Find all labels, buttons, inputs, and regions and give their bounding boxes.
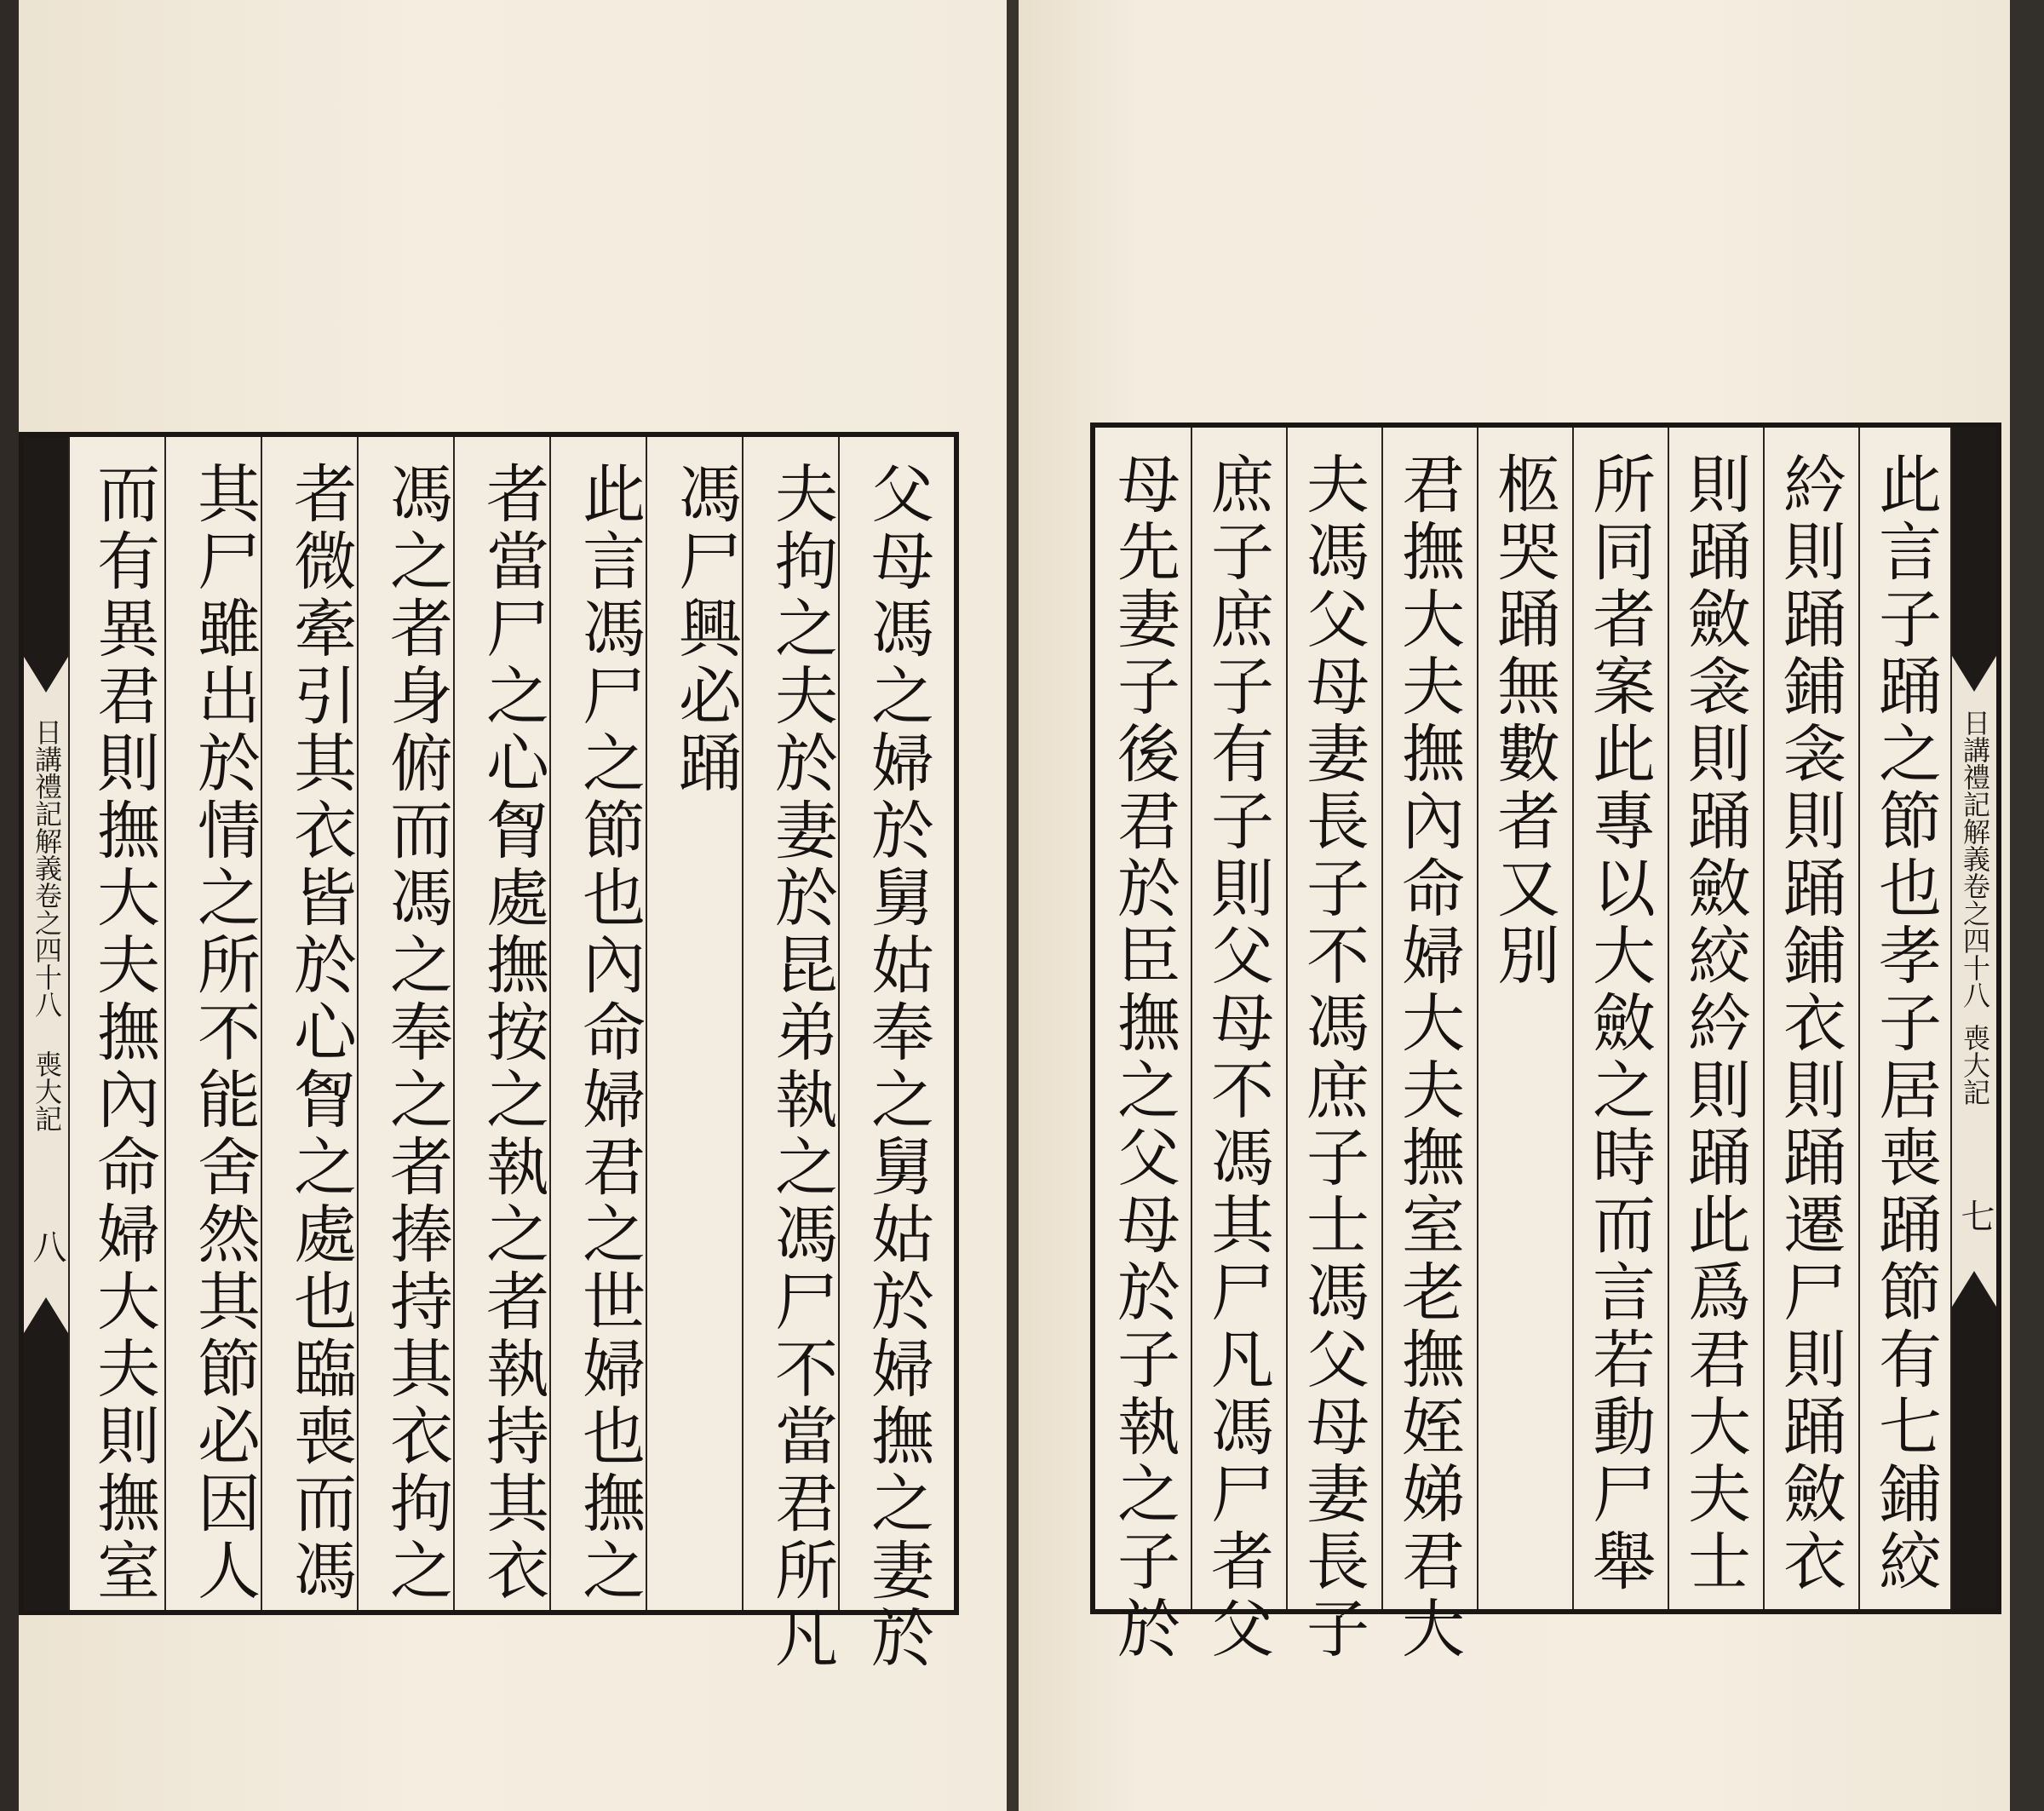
column-rule <box>1191 428 1192 1609</box>
left-text-frame <box>19 432 959 1672</box>
book-gutter <box>1007 0 1019 1811</box>
column-rule <box>1286 428 1288 1609</box>
fish-tail-icon <box>24 1289 68 1340</box>
text-column: 而有異君則撫大夫撫內命婦大夫則撫室 <box>87 461 160 1605</box>
book-edge-right <box>2010 0 2044 1811</box>
fish-tail-icon <box>1952 1262 1996 1314</box>
text-column: 此言子踊之節也孝子居喪踊節有七鋪絞 <box>1869 451 1942 1595</box>
banner-chapter: 喪大記 <box>1959 1024 1991 1106</box>
banner-book-title: 日講禮記解義卷之四十八 <box>31 718 63 1018</box>
text-column: 此言馮尸之節也內命婦君之世婦也撫之 <box>572 461 646 1605</box>
text-column: 紟則踊鋪衾則踊鋪衣則踊遷尸則踊斂衣 <box>1773 451 1846 1595</box>
banner-chapter: 喪大記 <box>31 1050 63 1132</box>
column-rule <box>1572 428 1574 1609</box>
banner-book-title: 日講禮記解義卷之四十八 <box>1959 709 1991 1009</box>
fish-tail-icon <box>1952 649 1996 700</box>
text-column: 馮之者身俯而馮之奉之者捧持其衣拘之 <box>380 461 453 1605</box>
text-column: 君撫大夫撫內命婦大夫撫室老撫姪娣君大 <box>1392 451 1465 1663</box>
text-column: 則踊斂衾則踊斂絞紟則踊此爲君大夫士 <box>1678 451 1751 1595</box>
banner-black-top <box>1952 428 1996 649</box>
right-text-frame <box>1090 423 2001 1663</box>
right-banner <box>1952 428 1996 1609</box>
banner-black-bottom <box>24 1340 68 1610</box>
column-rule <box>1858 428 1860 1609</box>
banner-folio: 七 <box>1955 1199 1995 1233</box>
text-column: 者當尸之心胷處撫按之執之者執持其衣 <box>476 461 549 1605</box>
text-column: 庶子庶子有子則父母不馮其尸凡馮尸者父 <box>1201 451 1274 1663</box>
column-rule <box>1763 428 1765 1609</box>
text-column: 者微牽引其衣皆於心胷之處也臨喪而馮 <box>284 461 357 1605</box>
column-rule <box>68 437 70 1610</box>
banner-black-top <box>24 437 68 650</box>
left-banner <box>24 437 68 1610</box>
banner-black-bottom <box>1952 1314 1996 1609</box>
book-edge-left <box>0 0 19 1811</box>
text-column: 夫拘之夫於妻於昆弟執之馮尸不當君所凡 <box>765 461 838 1672</box>
column-rule <box>1477 428 1478 1609</box>
text-column: 父母馮之婦於舅姑奉之舅姑於婦撫之妻於 <box>861 461 934 1672</box>
text-column: 馮尸興必踊 <box>669 461 742 797</box>
banner-folio: 八 <box>27 1229 66 1263</box>
text-column: 所同者案此專以大斂之時而言若動尸舉 <box>1582 451 1656 1595</box>
column-rule <box>1668 428 1669 1609</box>
text-column: 夫馮父母妻長子不馮庶子士馮父母妻長子 <box>1296 451 1369 1663</box>
text-column: 其尸雖出於情之所不能舍然其節必因人 <box>187 461 261 1605</box>
column-rule <box>1381 428 1383 1609</box>
fish-tail-icon <box>24 650 68 701</box>
text-column: 母先妻子後君於臣撫之父母於子執之子於 <box>1107 451 1180 1663</box>
text-column: 柩哭踊無數者又別 <box>1487 451 1560 990</box>
